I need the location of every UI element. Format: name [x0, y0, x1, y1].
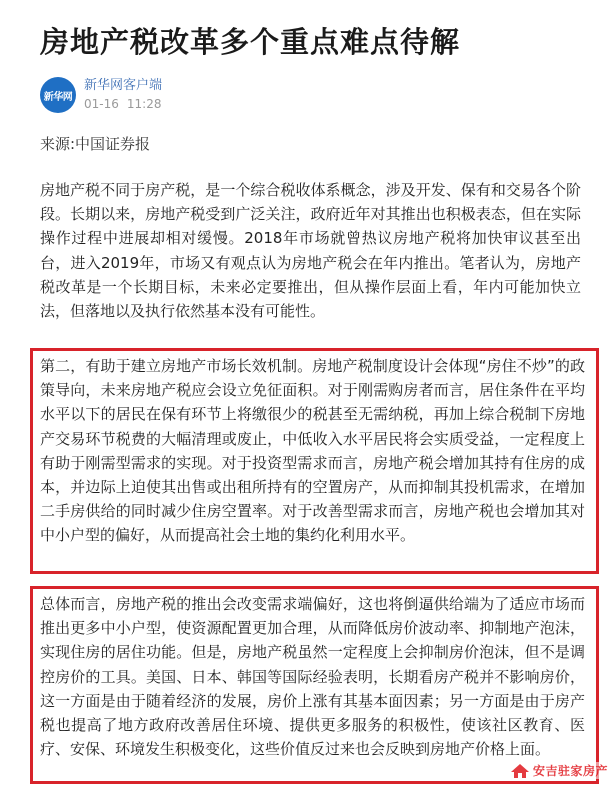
avatar[interactable]: 新华网 [40, 77, 76, 113]
author-meta [84, 77, 162, 113]
publish-time [84, 95, 162, 113]
watermark [510, 762, 608, 779]
author-name-link[interactable]: 新华网客户端 [84, 78, 163, 93]
author-block[interactable] [40, 74, 162, 116]
article-paragraph: 第二，有助于建立房地产市场长效机制。房地产税制度设计会体现“房住不炒”的政策导向，未来房地产税应会设立免征面积。对于刚需购房者而言，居住条件在平均水平以下的居民在保有环节上将缴很少的税甚至无需纳税，再加上综合税制下房地产交易环节税费的大幅清理或废止，中低收入水平居民将会实质受益，一定程度上有助于刚需型需求的实现。对于投资型需求而言，房地产税会增加其持有住房的成本，并边际上迫使其出售或出租所持有的空置房产，从而抑制其投机需求，在增加二手房供给的同时减少住房空置率。对于改善型需求而言，房地产税也会增加其对中小户型的偏好，从而提高社会土地的集约化利用水平。 [40, 357, 585, 545]
article-source: 来源:中国证券报 [40, 135, 151, 153]
publish-clock: 11:28 [126, 97, 162, 111]
house-logo-icon [510, 763, 530, 779]
article-paragraph: 总体而言，房地产税的推出会改变需求端偏好，这也将倒逼供给端为了适应市场而推出更多中小户型，使资源配置更加合理，从而降低房价波动率、抑制地产泡沫，实现住房的居住功能。但是，房地产税虽然一定程度上会抑制房价泡沫，但不是调控房价的工具。美国、日本、韩国等国际经验表明，长期看房产税并不影响房价，这一方面是由于随着经济的发展，房价上涨有其基本面因素；另一方面是由于房产税也提高了地方政府改善居住环境、提供更多服务的积极性，使该社区教育、医疗、安保、环境发生积极变化，这些价值反过来也会反映到房地产价格上面。 [40, 595, 585, 759]
article-paragraph: 房地产税不同于房产税，是一个综合税收体系概念，涉及开发、保有和交易各个阶段。长期以来，房地产税受到广泛关注，政府近年对其推出也积极表态，但在实际操作过程中进展却相对缓慢。2018年市场就曾热议房地产税将加快审议甚至出台，进入2019年，市场又有观点认为房地产税会在年内推出。笔者认为，房地产税改革是一个长期目标，未来必定要推出，但从操作层面上看，年内可能加快立法，但落地以及执行依然基本没有可能性。 [40, 181, 581, 321]
publish-date: 01-16 [84, 97, 119, 111]
watermark-text: 安吉驻家房产 [532, 764, 608, 778]
article-title: 房地产税改革多个重点难点待解 [40, 25, 461, 59]
